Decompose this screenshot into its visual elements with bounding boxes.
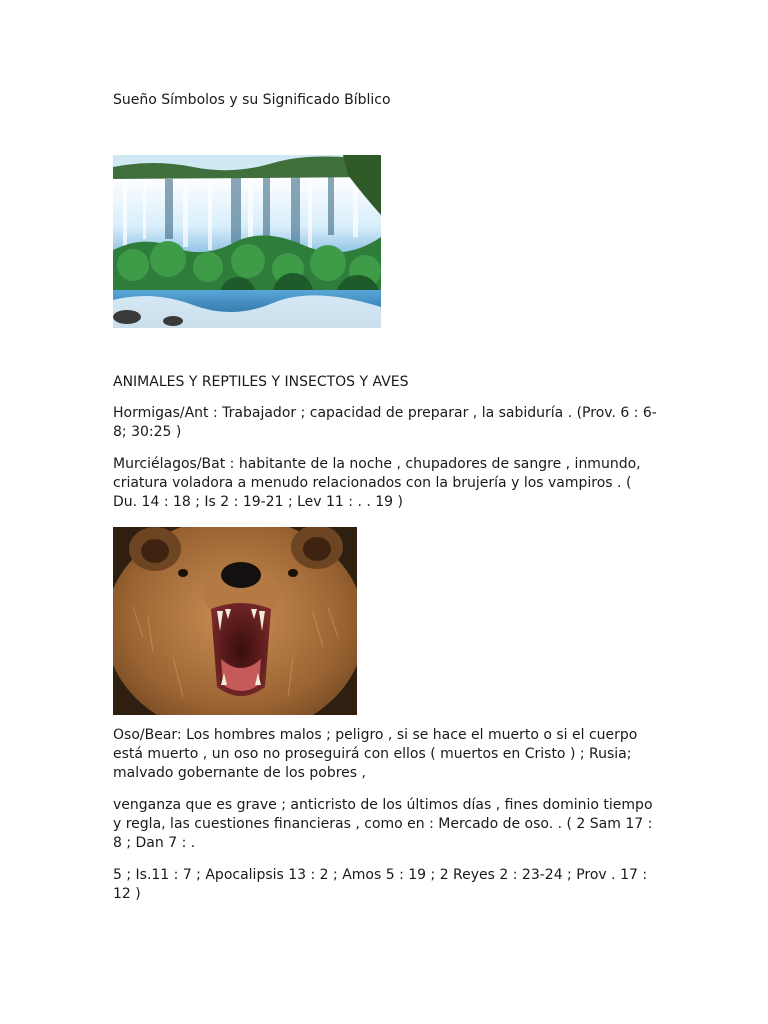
waterfall-photo <box>113 155 381 328</box>
paragraph-bear-2: venganza que es grave ; anticristo de los últimos días , fines dominio tiempo y regla, las cuestiones financieras , como en : Mercado de oso. . ( 2 Sam 17 : 8 ; Dan 7 : . <box>113 797 653 851</box>
bear-photo <box>113 527 357 715</box>
paragraph-bear-3: 5 ; Is.11 : 7 ; Apocalipsis 13 : 2 ; Amos 5 : 19 ; 2 Reyes 2 : 23-24 ; Prov . 17 : 12 ) <box>113 867 648 902</box>
paragraph-bat: Murciélagos/Bat : habitante de la noche , chupadores de sangre , inmundo, criatura voladora a menudo relacionados con la brujería y los vampiros . ( Du. 14 : 18 ; Is 2 : 19-21 ; Lev 11 : . . 19 ) <box>113 456 641 510</box>
paragraph-ant: Hormigas/Ant : Trabajador ; capacidad de preparar , la sabiduría . (Prov. 6 : 6-8; 30:25 ) <box>113 405 657 440</box>
document-title: Sueño Símbolos y su Significado Bíblico <box>113 92 391 108</box>
section-heading: ANIMALES Y REPTILES Y INSECTOS Y AVES <box>113 374 409 390</box>
paragraph-bear-1: Oso/Bear: Los hombres malos ; peligro , si se hace el muerto o si el cuerpo está muerto , un oso no proseguirá con ellos ( muertos en Cristo ) ; Rusia; malvado gobernante de los pobres , <box>113 727 638 781</box>
